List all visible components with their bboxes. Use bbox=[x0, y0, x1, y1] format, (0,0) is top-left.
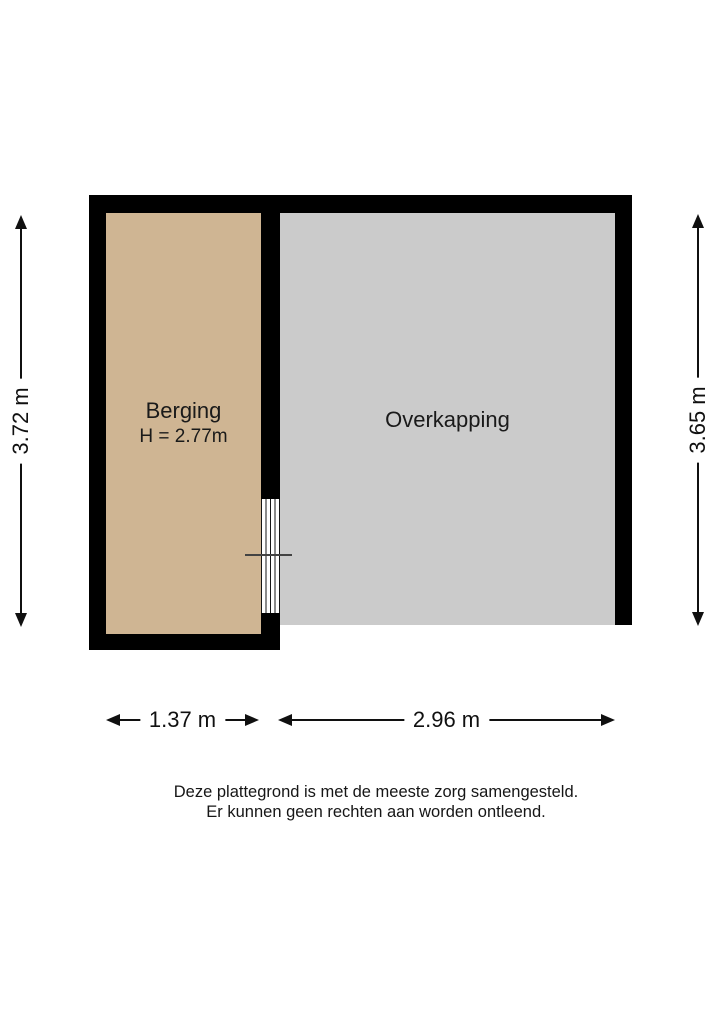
dimension-bottom-left bbox=[106, 707, 259, 732]
arrow-left-icon bbox=[278, 714, 292, 726]
disclaimer-line-1: Deze plattegrond is met de meeste zorg samengesteld. bbox=[173, 783, 579, 801]
arrow-down-icon bbox=[692, 612, 704, 626]
arrow-left-icon bbox=[106, 714, 120, 726]
wall-top bbox=[89, 195, 632, 213]
room-overkapping-label bbox=[385, 406, 510, 433]
door-handle-line bbox=[245, 554, 292, 556]
wall-left bbox=[89, 195, 106, 650]
sliding-door-icon bbox=[261, 499, 280, 613]
dimension-label: 3.72 m bbox=[8, 378, 34, 463]
room-overkapping bbox=[280, 213, 615, 625]
wall-right bbox=[615, 195, 632, 625]
room-name: Berging bbox=[145, 398, 222, 423]
room-name: Overkapping bbox=[385, 406, 510, 432]
room-berging bbox=[106, 213, 261, 634]
room-height-label: H = 2.77m bbox=[139, 426, 228, 447]
wall-bottom-berging bbox=[89, 634, 280, 650]
dimension-label: 3.65 m bbox=[685, 377, 711, 462]
dimension-right bbox=[685, 214, 710, 626]
arrow-down-icon bbox=[15, 613, 27, 627]
dimension-label: 2.96 m bbox=[404, 707, 489, 733]
dimension-bottom-right bbox=[278, 707, 615, 732]
arrow-right-icon bbox=[245, 714, 259, 726]
dimension-left bbox=[8, 215, 33, 627]
room-berging-label bbox=[139, 397, 227, 450]
wall-divider-upper bbox=[261, 195, 280, 499]
dimension-label: 1.37 m bbox=[140, 707, 225, 733]
arrow-up-icon bbox=[692, 214, 704, 228]
arrow-up-icon bbox=[15, 215, 27, 229]
arrow-right-icon bbox=[601, 714, 615, 726]
disclaimer bbox=[36, 782, 716, 822]
disclaimer-line-2: Er kunnen geen rechten aan worden ontleend. bbox=[206, 803, 546, 821]
